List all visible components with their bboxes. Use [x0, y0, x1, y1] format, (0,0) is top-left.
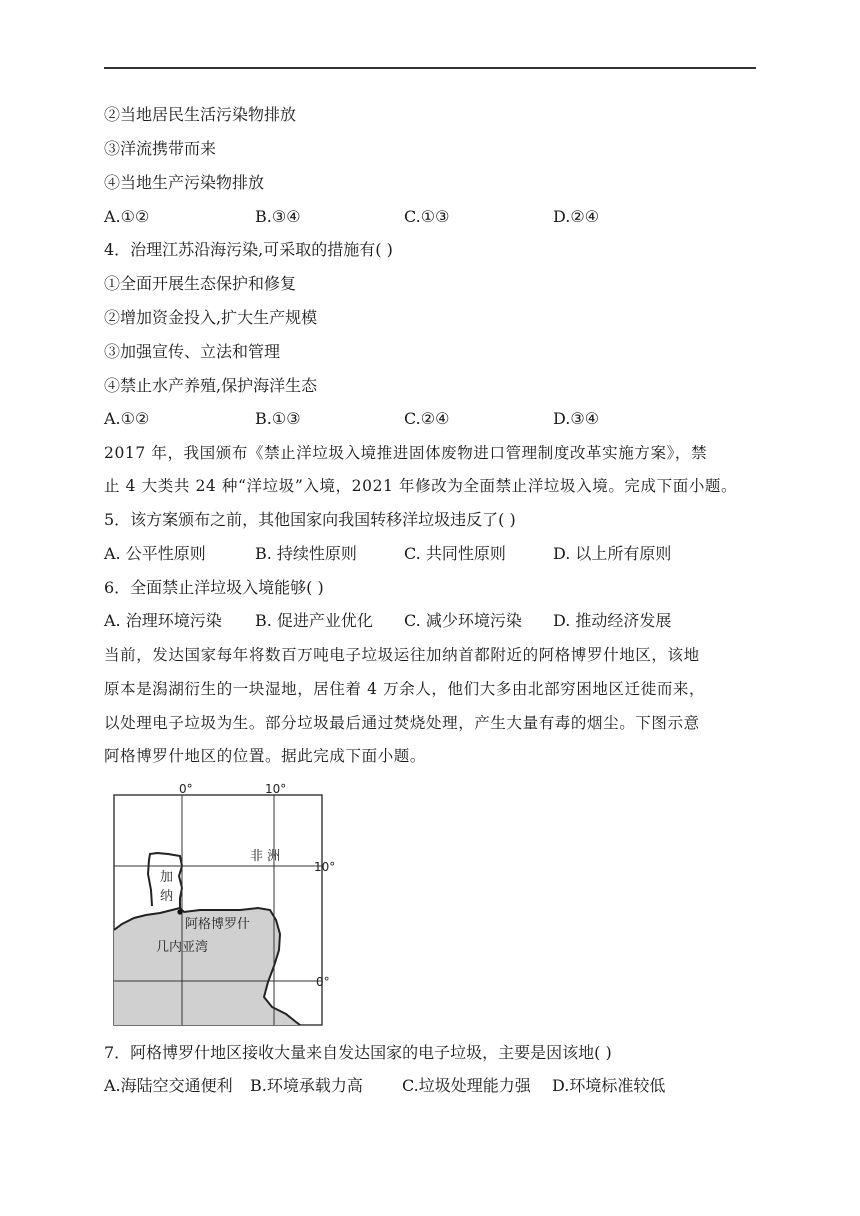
q5-choice-c: C. 共同性原则	[404, 544, 506, 563]
lon-label-10: 10°	[265, 782, 287, 796]
gulf-of-guinea-label: 几内亚湾	[156, 940, 209, 955]
q3-choice-c: C.①③	[404, 207, 450, 226]
q5-choice-b: B. 持续性原则	[255, 544, 357, 563]
ghana-label-2: 纳	[160, 889, 174, 904]
q6-choice-c: C. 减少环境污染	[404, 611, 522, 630]
q7-choice-c: C.垃圾处理能力强	[402, 1076, 531, 1095]
q4-choice-b: B.①③	[255, 409, 301, 428]
q3-option-4: ④当地生产污染物排放	[104, 173, 265, 192]
material-2-line-3: 以处理电子垃圾为生。部分垃圾最后通过焚烧处理，产生大量有毒的烟尘。下图示意	[104, 714, 700, 732]
q4-option-2: ②增加资金投入,扩大生产规模	[104, 308, 318, 327]
lon-label-0: 0°	[179, 782, 193, 796]
material-1-line-1: 2017 年，我国颁布《禁止洋垃圾入境推进固体废物进口管理制度改革实施方案》，禁	[104, 444, 708, 462]
material-2-line-4: 阿格博罗什地区的位置。据此完成下面小题。	[104, 747, 427, 765]
agbogbloshie-label: 阿格博罗什	[185, 917, 251, 932]
q6-choice-d: D. 推动经济发展	[553, 611, 672, 630]
q4-option-3: ③加强宣传、立法和管理	[104, 342, 281, 361]
q4-choice-a: A.①②	[104, 409, 150, 428]
q4-choice-d: D.③④	[553, 409, 600, 428]
ghana-label-1: 加	[160, 870, 174, 885]
header-rule	[104, 67, 756, 69]
q3-choice-b: B.③④	[255, 207, 301, 226]
q3-choice-d: D.②④	[553, 207, 600, 226]
q6-stem: 6．全面禁止洋垃圾入境能够( )	[104, 578, 324, 597]
q4-option-1: ①全面开展生态保护和修复	[104, 274, 297, 293]
agbogbloshie-location-map	[100, 782, 340, 1032]
q3-option-3: ③洋流携带而来	[104, 139, 217, 158]
q4-stem: 4．治理江苏沿海污染,可采取的措施有( )	[104, 240, 393, 259]
q5-choice-d: D. 以上所有原则	[553, 544, 672, 563]
q7-choice-d: D.环境标准较低	[552, 1076, 666, 1095]
q3-choice-a: A.①②	[104, 207, 150, 226]
q6-choice-b: B. 促进产业优化	[255, 611, 373, 630]
q6-choice-a: A. 治理环境污染	[104, 611, 222, 630]
q4-choice-c: C.②④	[404, 409, 450, 428]
q7-stem: 7．阿格博罗什地区接收大量来自发达国家的电子垃圾，主要是因该地( )	[104, 1043, 612, 1062]
q7-choice-b: B.环境承载力高	[250, 1076, 363, 1095]
q4-option-4: ④禁止水产养殖,保护海洋生态	[104, 376, 318, 395]
q3-option-2: ②当地居民生活污染物排放	[104, 105, 297, 124]
material-1-line-2: 止 4 大类共 24 种“洋垃圾”入境，2021 年修改为全面禁止洋垃圾入境。完成下面小题。	[104, 477, 738, 495]
agbogbloshie-point	[177, 909, 182, 914]
lat-label-10: 10°	[314, 860, 336, 874]
lat-label-0: 0°	[316, 975, 330, 989]
q5-choice-a: A. 公平性原则	[104, 544, 206, 563]
material-2-line-1: 当前，发达国家每年将数百万吨电子垃圾运往加纳首都附近的阿格博罗什地区，该地	[104, 646, 700, 664]
q5-stem: 5．该方案颁布之前，其他国家向我国转移洋垃圾违反了( )	[104, 510, 516, 529]
material-2-line-2: 原本是潟湖衍生的一块湿地，居住着 4 万余人，他们大多由北部穷困地区迁徙而来，	[104, 680, 706, 698]
africa-label: 非 洲	[250, 849, 281, 864]
q7-choice-a: A.海陆空交通便利	[104, 1076, 233, 1095]
